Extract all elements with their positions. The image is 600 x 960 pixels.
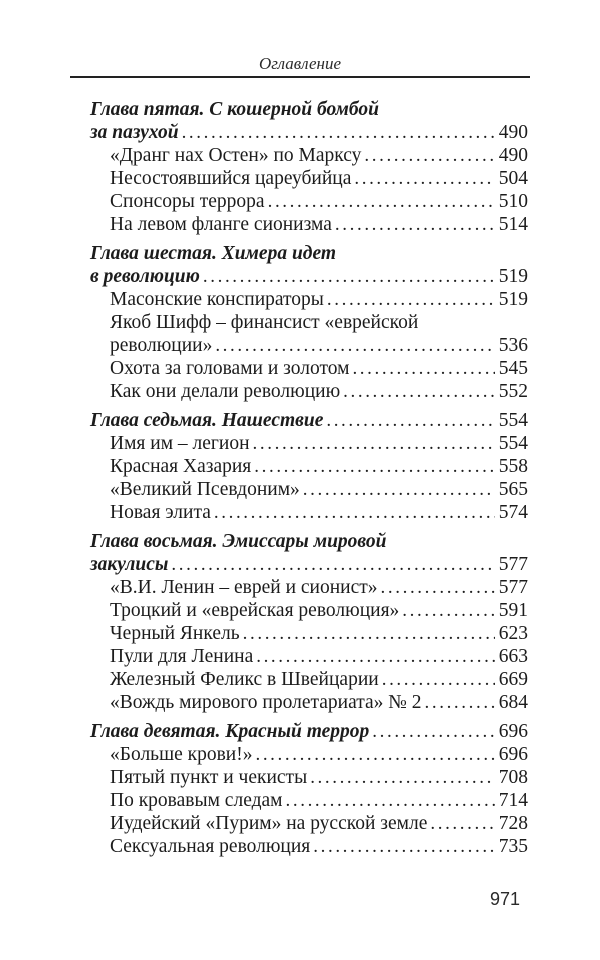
dot-leader <box>352 357 494 380</box>
running-head: Оглавление <box>258 54 342 73</box>
toc-chapter-row <box>90 720 528 743</box>
toc-page-number: 728 <box>498 813 528 834</box>
toc-entry-row <box>90 167 528 190</box>
toc-entry-title: Железный Феликс в Швейцарии <box>110 669 379 690</box>
toc-entry-row <box>90 501 528 524</box>
header-rule <box>70 76 530 78</box>
toc-entry-row <box>90 334 528 357</box>
toc-entry-row <box>90 455 528 478</box>
dot-leader <box>402 599 494 622</box>
toc-chapter-row <box>90 530 528 553</box>
toc-entry-title: Якоб Шифф – финансист «еврейской <box>110 312 419 333</box>
toc-entry-row <box>90 576 528 599</box>
toc-chapter-row <box>90 121 528 144</box>
dot-leader <box>335 213 495 236</box>
toc-chapter-title: в революцию <box>90 266 200 287</box>
toc-group <box>90 98 528 236</box>
toc-entry-row <box>90 668 528 691</box>
dot-leader <box>364 144 494 167</box>
dot-leader <box>430 812 494 835</box>
toc-entry-title: революции» <box>110 335 213 356</box>
toc-entry-row <box>90 144 528 167</box>
dot-leader <box>256 645 495 668</box>
toc-entry-row <box>90 835 528 858</box>
dot-leader <box>372 720 494 743</box>
toc-entry-row <box>90 622 528 645</box>
toc-entry-title: Охота за головами и золотом <box>110 358 350 379</box>
toc-chapter-title: за пазухой <box>90 122 179 143</box>
toc-entry-row <box>90 432 528 455</box>
toc-page-number: 519 <box>498 289 528 310</box>
dot-leader <box>381 576 495 599</box>
toc-page-number: 545 <box>498 358 528 379</box>
dot-leader <box>255 743 494 766</box>
toc-entry-row <box>90 691 528 714</box>
toc-entry-row <box>90 766 528 789</box>
dot-leader <box>327 288 495 311</box>
toc-page-number: 708 <box>498 767 528 788</box>
dot-leader <box>254 455 494 478</box>
toc-entry-title: «Великий Псевдоним» <box>110 479 300 500</box>
toc-entry-row <box>90 357 528 380</box>
toc-page-number: 504 <box>498 168 528 189</box>
dot-leader <box>303 478 495 501</box>
dot-leader <box>268 190 495 213</box>
toc-page-number: 510 <box>498 191 528 212</box>
toc-entry-title: «Вождь мирового пролетариата» № 2 <box>110 692 422 713</box>
toc-entry-title: Имя им – легион <box>110 433 250 454</box>
toc-entry-title: На левом фланге сионизма <box>110 214 332 235</box>
toc-page-number: 490 <box>498 145 528 166</box>
toc <box>90 98 528 858</box>
toc-entry-title: «Дранг нах Остен» по Марксу <box>110 145 362 166</box>
toc-page-number: 554 <box>498 410 528 431</box>
toc-entry-title: Новая элита <box>110 502 211 523</box>
toc-page-number: 577 <box>498 577 528 598</box>
toc-chapter-row <box>90 553 528 576</box>
toc-entry-row <box>90 213 528 236</box>
toc-chapter-title: Глава восьмая. Эмиссары мировой <box>90 531 387 552</box>
toc-entry-row <box>90 789 528 812</box>
toc-page-number: 591 <box>498 600 528 621</box>
toc-entry-title: Как они делали революцию <box>110 381 341 402</box>
toc-page-number: 552 <box>498 381 528 402</box>
toc-group <box>90 242 528 403</box>
toc-page-number: 577 <box>498 554 528 575</box>
toc-page-number: 714 <box>498 790 528 811</box>
toc-entry-row <box>90 190 528 213</box>
toc-chapter-title: Глава шестая. Химера идет <box>90 243 337 264</box>
toc-page-number: 490 <box>498 122 528 143</box>
toc-entry-row <box>90 288 528 311</box>
toc-group <box>90 720 528 858</box>
toc-entry-title: Красная Хазария <box>110 456 252 477</box>
dot-leader <box>182 121 495 144</box>
dot-leader <box>310 766 495 789</box>
toc-chapter-row <box>90 265 528 288</box>
folio-page-number: 971 <box>489 889 520 909</box>
toc-page-number: 696 <box>498 721 528 742</box>
toc-entry-row <box>90 380 528 403</box>
dot-leader <box>253 432 495 455</box>
toc-entry-title: «В.И. Ленин – еврей и сионист» <box>110 577 378 598</box>
toc-chapter-row <box>90 242 528 265</box>
toc-chapter-title: закулисы <box>90 554 169 575</box>
toc-group <box>90 409 528 524</box>
toc-entry-title: Сексуальная революция <box>110 836 311 857</box>
toc-group <box>90 530 528 714</box>
toc-entry-title: Пятый пункт и чекисты <box>110 767 308 788</box>
toc-entry-row <box>90 599 528 622</box>
toc-entry-title: Спонсоры террора <box>110 191 265 212</box>
toc-entry-title: Пули для Ленина <box>110 646 254 667</box>
toc-entry-row <box>90 311 528 334</box>
dot-leader <box>382 668 495 691</box>
toc-entry-row <box>90 812 528 835</box>
dot-leader <box>425 691 495 714</box>
toc-entry-title: Несостоявшийся цареубийца <box>110 168 352 189</box>
toc-page-number: 565 <box>498 479 528 500</box>
toc-page-number: 536 <box>498 335 528 356</box>
toc-entry-title: «Больше крови!» <box>110 744 253 765</box>
toc-chapter-title: Глава девятая. Красный террор <box>90 721 370 742</box>
dot-leader <box>171 553 494 576</box>
toc-page-number: 554 <box>498 433 528 454</box>
toc-entry-title: Черный Янкель <box>110 623 240 644</box>
toc-entry-title: По кровавым следам <box>110 790 283 811</box>
toc-page-number: 669 <box>498 669 528 690</box>
dot-leader <box>313 835 494 858</box>
toc-page-number: 663 <box>498 646 528 667</box>
toc-entry-title: Масонские конспираторы <box>110 289 324 310</box>
dot-leader <box>326 409 494 432</box>
toc-page-number: 574 <box>498 502 528 523</box>
toc-page-number: 519 <box>498 266 528 287</box>
toc-page-number: 696 <box>498 744 528 765</box>
toc-chapter-row <box>90 98 528 121</box>
dot-leader <box>286 789 495 812</box>
toc-page-number: 623 <box>498 623 528 644</box>
toc-chapter-title: Глава пятая. С кошерной бомбой <box>90 99 379 120</box>
toc-entry-title: Иудейский «Пурим» на русской земле <box>110 813 428 834</box>
toc-page-number: 735 <box>498 836 528 857</box>
toc-page-number: 684 <box>498 692 528 713</box>
dot-leader <box>214 501 495 524</box>
toc-page-number: 558 <box>498 456 528 477</box>
toc-entry-row <box>90 743 528 766</box>
toc-chapter-row <box>90 409 528 432</box>
dot-leader <box>215 334 494 357</box>
toc-entry-row <box>90 645 528 668</box>
dot-leader <box>243 622 495 645</box>
toc-entry-row <box>90 478 528 501</box>
dot-leader <box>354 167 494 190</box>
toc-chapter-title: Глава седьмая. Нашествие <box>90 410 324 431</box>
dot-leader <box>343 380 495 403</box>
toc-page-number: 514 <box>498 214 528 235</box>
dot-leader <box>203 265 495 288</box>
toc-entry-title: Троцкий и «еврейская революция» <box>110 600 400 621</box>
